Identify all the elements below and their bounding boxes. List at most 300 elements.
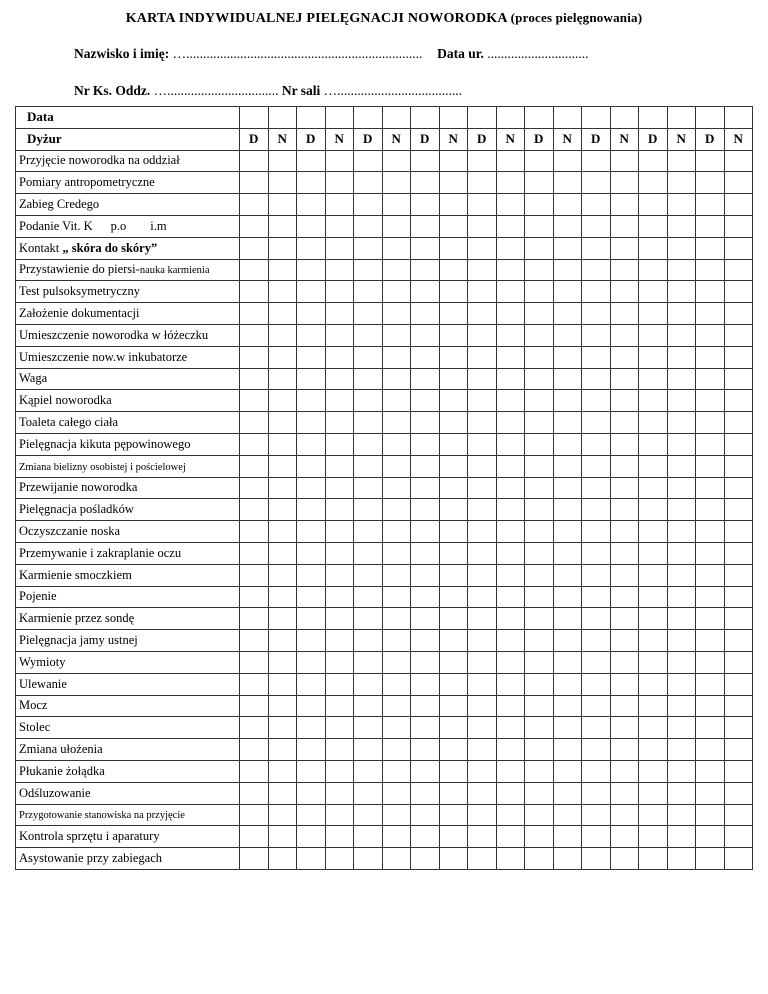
- entry-cell[interactable]: [724, 564, 753, 586]
- date-cell[interactable]: [382, 107, 411, 129]
- entry-cell[interactable]: [610, 281, 639, 303]
- entry-cell[interactable]: [297, 172, 326, 194]
- entry-cell[interactable]: [724, 259, 753, 281]
- entry-cell[interactable]: [610, 303, 639, 325]
- entry-cell[interactable]: [496, 455, 525, 477]
- entry-cell[interactable]: [468, 673, 497, 695]
- entry-cell[interactable]: [496, 172, 525, 194]
- entry-cell[interactable]: [411, 695, 440, 717]
- entry-cell[interactable]: [582, 346, 611, 368]
- entry-cell[interactable]: [354, 346, 383, 368]
- entry-cell[interactable]: [354, 303, 383, 325]
- entry-cell[interactable]: [240, 346, 269, 368]
- entry-cell[interactable]: [496, 150, 525, 172]
- entry-cell[interactable]: [639, 281, 668, 303]
- entry-cell[interactable]: [639, 542, 668, 564]
- entry-cell[interactable]: [582, 390, 611, 412]
- entry-cell[interactable]: [639, 237, 668, 259]
- entry-cell[interactable]: [439, 542, 468, 564]
- entry-cell[interactable]: [496, 564, 525, 586]
- entry-cell[interactable]: [354, 695, 383, 717]
- entry-cell[interactable]: [582, 826, 611, 848]
- entry-cell[interactable]: [268, 215, 297, 237]
- entry-cell[interactable]: [439, 259, 468, 281]
- entry-cell[interactable]: [411, 390, 440, 412]
- entry-cell[interactable]: [696, 760, 725, 782]
- entry-cell[interactable]: [297, 194, 326, 216]
- entry-cell[interactable]: [553, 237, 582, 259]
- entry-cell[interactable]: [582, 717, 611, 739]
- entry-cell[interactable]: [582, 651, 611, 673]
- entry-cell[interactable]: [468, 324, 497, 346]
- entry-cell[interactable]: [496, 259, 525, 281]
- entry-cell[interactable]: [496, 586, 525, 608]
- entry-cell[interactable]: [240, 608, 269, 630]
- entry-cell[interactable]: [525, 826, 554, 848]
- entry-cell[interactable]: [325, 608, 354, 630]
- entry-cell[interactable]: [354, 630, 383, 652]
- entry-cell[interactable]: [525, 782, 554, 804]
- entry-cell[interactable]: [325, 455, 354, 477]
- entry-cell[interactable]: [496, 281, 525, 303]
- entry-cell[interactable]: [268, 673, 297, 695]
- entry-cell[interactable]: [639, 804, 668, 826]
- entry-cell[interactable]: [525, 455, 554, 477]
- entry-cell[interactable]: [411, 150, 440, 172]
- entry-cell[interactable]: [553, 651, 582, 673]
- entry-cell[interactable]: [667, 477, 696, 499]
- entry-cell[interactable]: [696, 673, 725, 695]
- entry-cell[interactable]: [268, 172, 297, 194]
- entry-cell[interactable]: [724, 848, 753, 870]
- entry-cell[interactable]: [724, 150, 753, 172]
- entry-cell[interactable]: [724, 499, 753, 521]
- entry-cell[interactable]: [354, 608, 383, 630]
- entry-cell[interactable]: [582, 782, 611, 804]
- entry-cell[interactable]: [724, 455, 753, 477]
- entry-cell[interactable]: [240, 499, 269, 521]
- entry-cell[interactable]: [553, 215, 582, 237]
- entry-cell[interactable]: [325, 215, 354, 237]
- entry-cell[interactable]: [696, 586, 725, 608]
- entry-cell[interactable]: [667, 150, 696, 172]
- entry-cell[interactable]: [382, 717, 411, 739]
- entry-cell[interactable]: [468, 150, 497, 172]
- entry-cell[interactable]: [468, 259, 497, 281]
- entry-cell[interactable]: [268, 760, 297, 782]
- entry-cell[interactable]: [525, 586, 554, 608]
- entry-cell[interactable]: [439, 499, 468, 521]
- entry-cell[interactable]: [268, 542, 297, 564]
- entry-cell[interactable]: [297, 804, 326, 826]
- entry-cell[interactable]: [696, 324, 725, 346]
- name-field[interactable]: …......................................................................: [172, 46, 423, 61]
- entry-cell[interactable]: [439, 477, 468, 499]
- entry-cell[interactable]: [667, 564, 696, 586]
- entry-cell[interactable]: [297, 826, 326, 848]
- entry-cell[interactable]: [240, 324, 269, 346]
- entry-cell[interactable]: [582, 412, 611, 434]
- entry-cell[interactable]: [297, 848, 326, 870]
- entry-cell[interactable]: [297, 760, 326, 782]
- entry-cell[interactable]: [297, 521, 326, 543]
- entry-cell[interactable]: [382, 651, 411, 673]
- entry-cell[interactable]: [382, 695, 411, 717]
- entry-cell[interactable]: [297, 324, 326, 346]
- entry-cell[interactable]: [639, 172, 668, 194]
- entry-cell[interactable]: [468, 346, 497, 368]
- entry-cell[interactable]: [525, 215, 554, 237]
- entry-cell[interactable]: [382, 477, 411, 499]
- entry-cell[interactable]: [439, 651, 468, 673]
- entry-cell[interactable]: [297, 346, 326, 368]
- entry-cell[interactable]: [639, 499, 668, 521]
- entry-cell[interactable]: [240, 259, 269, 281]
- entry-cell[interactable]: [696, 433, 725, 455]
- entry-cell[interactable]: [325, 782, 354, 804]
- entry-cell[interactable]: [553, 608, 582, 630]
- entry-cell[interactable]: [667, 760, 696, 782]
- entry-cell[interactable]: [582, 760, 611, 782]
- entry-cell[interactable]: [439, 433, 468, 455]
- entry-cell[interactable]: [724, 782, 753, 804]
- entry-cell[interactable]: [382, 521, 411, 543]
- entry-cell[interactable]: [553, 324, 582, 346]
- entry-cell[interactable]: [382, 433, 411, 455]
- entry-cell[interactable]: [354, 433, 383, 455]
- entry-cell[interactable]: [496, 433, 525, 455]
- entry-cell[interactable]: [439, 695, 468, 717]
- entry-cell[interactable]: [667, 433, 696, 455]
- entry-cell[interactable]: [468, 412, 497, 434]
- entry-cell[interactable]: [240, 542, 269, 564]
- entry-cell[interactable]: [553, 390, 582, 412]
- entry-cell[interactable]: [667, 215, 696, 237]
- entry-cell[interactable]: [240, 564, 269, 586]
- entry-cell[interactable]: [610, 433, 639, 455]
- entry-cell[interactable]: [696, 804, 725, 826]
- dob-field[interactable]: ..............................: [487, 46, 589, 61]
- entry-cell[interactable]: [297, 564, 326, 586]
- entry-cell[interactable]: [553, 172, 582, 194]
- entry-cell[interactable]: [553, 586, 582, 608]
- entry-cell[interactable]: [724, 172, 753, 194]
- entry-cell[interactable]: [297, 673, 326, 695]
- entry-cell[interactable]: [724, 651, 753, 673]
- entry-cell[interactable]: [553, 826, 582, 848]
- entry-cell[interactable]: [411, 782, 440, 804]
- entry-cell[interactable]: [667, 651, 696, 673]
- entry-cell[interactable]: [325, 630, 354, 652]
- entry-cell[interactable]: [667, 848, 696, 870]
- entry-cell[interactable]: [724, 281, 753, 303]
- entry-cell[interactable]: [724, 346, 753, 368]
- entry-cell[interactable]: [325, 433, 354, 455]
- entry-cell[interactable]: [411, 521, 440, 543]
- entry-cell[interactable]: [240, 521, 269, 543]
- entry-cell[interactable]: [724, 804, 753, 826]
- entry-cell[interactable]: [411, 586, 440, 608]
- entry-cell[interactable]: [325, 281, 354, 303]
- entry-cell[interactable]: [240, 172, 269, 194]
- entry-cell[interactable]: [240, 586, 269, 608]
- entry-cell[interactable]: [667, 499, 696, 521]
- entry-cell[interactable]: [639, 782, 668, 804]
- entry-cell[interactable]: [610, 804, 639, 826]
- entry-cell[interactable]: [553, 782, 582, 804]
- entry-cell[interactable]: [468, 237, 497, 259]
- entry-cell[interactable]: [582, 172, 611, 194]
- entry-cell[interactable]: [496, 608, 525, 630]
- entry-cell[interactable]: [325, 368, 354, 390]
- entry-cell[interactable]: [325, 259, 354, 281]
- entry-cell[interactable]: [496, 760, 525, 782]
- entry-cell[interactable]: [696, 303, 725, 325]
- entry-cell[interactable]: [553, 259, 582, 281]
- entry-cell[interactable]: [439, 717, 468, 739]
- entry-cell[interactable]: [297, 412, 326, 434]
- entry-cell[interactable]: [382, 564, 411, 586]
- entry-cell[interactable]: [297, 630, 326, 652]
- entry-cell[interactable]: [639, 586, 668, 608]
- entry-cell[interactable]: [525, 390, 554, 412]
- entry-cell[interactable]: [297, 303, 326, 325]
- entry-cell[interactable]: [639, 259, 668, 281]
- entry-cell[interactable]: [439, 630, 468, 652]
- entry-cell[interactable]: [525, 739, 554, 761]
- entry-cell[interactable]: [724, 324, 753, 346]
- entry-cell[interactable]: [553, 848, 582, 870]
- entry-cell[interactable]: [325, 651, 354, 673]
- entry-cell[interactable]: [325, 542, 354, 564]
- entry-cell[interactable]: [667, 172, 696, 194]
- entry-cell[interactable]: [525, 521, 554, 543]
- entry-cell[interactable]: [354, 477, 383, 499]
- entry-cell[interactable]: [297, 499, 326, 521]
- entry-cell[interactable]: [468, 172, 497, 194]
- entry-cell[interactable]: [610, 608, 639, 630]
- entry-cell[interactable]: [696, 259, 725, 281]
- entry-cell[interactable]: [354, 673, 383, 695]
- date-cell[interactable]: [496, 107, 525, 129]
- entry-cell[interactable]: [582, 433, 611, 455]
- entry-cell[interactable]: [667, 303, 696, 325]
- entry-cell[interactable]: [325, 521, 354, 543]
- entry-cell[interactable]: [639, 303, 668, 325]
- entry-cell[interactable]: [667, 521, 696, 543]
- entry-cell[interactable]: [496, 826, 525, 848]
- entry-cell[interactable]: [468, 194, 497, 216]
- entry-cell[interactable]: [553, 542, 582, 564]
- entry-cell[interactable]: [639, 564, 668, 586]
- entry-cell[interactable]: [268, 848, 297, 870]
- entry-cell[interactable]: [639, 390, 668, 412]
- entry-cell[interactable]: [525, 172, 554, 194]
- entry-cell[interactable]: [496, 368, 525, 390]
- entry-cell[interactable]: [667, 717, 696, 739]
- entry-cell[interactable]: [411, 651, 440, 673]
- date-cell[interactable]: [724, 107, 753, 129]
- entry-cell[interactable]: [553, 760, 582, 782]
- entry-cell[interactable]: [525, 346, 554, 368]
- entry-cell[interactable]: [240, 739, 269, 761]
- entry-cell[interactable]: [496, 324, 525, 346]
- entry-cell[interactable]: [411, 477, 440, 499]
- entry-cell[interactable]: [268, 303, 297, 325]
- entry-cell[interactable]: [553, 521, 582, 543]
- entry-cell[interactable]: [354, 390, 383, 412]
- entry-cell[interactable]: [582, 215, 611, 237]
- entry-cell[interactable]: [667, 695, 696, 717]
- entry-cell[interactable]: [354, 237, 383, 259]
- entry-cell[interactable]: [240, 150, 269, 172]
- entry-cell[interactable]: [439, 521, 468, 543]
- entry-cell[interactable]: [468, 630, 497, 652]
- entry-cell[interactable]: [696, 499, 725, 521]
- entry-cell[interactable]: [268, 237, 297, 259]
- entry-cell[interactable]: [667, 630, 696, 652]
- entry-cell[interactable]: [582, 564, 611, 586]
- entry-cell[interactable]: [724, 760, 753, 782]
- entry-cell[interactable]: [468, 477, 497, 499]
- entry-cell[interactable]: [553, 695, 582, 717]
- entry-cell[interactable]: [496, 412, 525, 434]
- entry-cell[interactable]: [240, 433, 269, 455]
- entry-cell[interactable]: [382, 303, 411, 325]
- entry-cell[interactable]: [439, 608, 468, 630]
- entry-cell[interactable]: [553, 455, 582, 477]
- entry-cell[interactable]: [582, 194, 611, 216]
- entry-cell[interactable]: [411, 542, 440, 564]
- entry-cell[interactable]: [639, 826, 668, 848]
- entry-cell[interactable]: [496, 739, 525, 761]
- entry-cell[interactable]: [724, 695, 753, 717]
- entry-cell[interactable]: [297, 237, 326, 259]
- entry-cell[interactable]: [382, 804, 411, 826]
- entry-cell[interactable]: [553, 804, 582, 826]
- date-cell[interactable]: [667, 107, 696, 129]
- entry-cell[interactable]: [354, 194, 383, 216]
- entry-cell[interactable]: [582, 259, 611, 281]
- entry-cell[interactable]: [610, 346, 639, 368]
- entry-cell[interactable]: [610, 499, 639, 521]
- entry-cell[interactable]: [525, 150, 554, 172]
- entry-cell[interactable]: [724, 630, 753, 652]
- entry-cell[interactable]: [525, 630, 554, 652]
- entry-cell[interactable]: [496, 346, 525, 368]
- entry-cell[interactable]: [496, 695, 525, 717]
- entry-cell[interactable]: [411, 760, 440, 782]
- entry-cell[interactable]: [325, 412, 354, 434]
- entry-cell[interactable]: [696, 717, 725, 739]
- entry-cell[interactable]: [268, 826, 297, 848]
- entry-cell[interactable]: [268, 564, 297, 586]
- entry-cell[interactable]: [240, 673, 269, 695]
- entry-cell[interactable]: [724, 215, 753, 237]
- entry-cell[interactable]: [610, 215, 639, 237]
- entry-cell[interactable]: [268, 521, 297, 543]
- entry-cell[interactable]: [610, 651, 639, 673]
- entry-cell[interactable]: [667, 194, 696, 216]
- entry-cell[interactable]: [468, 608, 497, 630]
- entry-cell[interactable]: [610, 477, 639, 499]
- entry-cell[interactable]: [553, 194, 582, 216]
- entry-cell[interactable]: [496, 782, 525, 804]
- entry-cell[interactable]: [696, 368, 725, 390]
- entry-cell[interactable]: [525, 564, 554, 586]
- entry-cell[interactable]: [468, 782, 497, 804]
- entry-cell[interactable]: [325, 324, 354, 346]
- date-cell[interactable]: [639, 107, 668, 129]
- entry-cell[interactable]: [240, 368, 269, 390]
- entry-cell[interactable]: [525, 673, 554, 695]
- entry-cell[interactable]: [553, 303, 582, 325]
- entry-cell[interactable]: [610, 368, 639, 390]
- entry-cell[interactable]: [411, 368, 440, 390]
- entry-cell[interactable]: [468, 586, 497, 608]
- entry-cell[interactable]: [582, 586, 611, 608]
- entry-cell[interactable]: [667, 390, 696, 412]
- entry-cell[interactable]: [553, 150, 582, 172]
- entry-cell[interactable]: [411, 848, 440, 870]
- entry-cell[interactable]: [240, 215, 269, 237]
- entry-cell[interactable]: [639, 673, 668, 695]
- entry-cell[interactable]: [639, 521, 668, 543]
- entry-cell[interactable]: [610, 673, 639, 695]
- entry-cell[interactable]: [297, 433, 326, 455]
- entry-cell[interactable]: [610, 695, 639, 717]
- entry-cell[interactable]: [382, 455, 411, 477]
- entry-cell[interactable]: [610, 194, 639, 216]
- entry-cell[interactable]: [610, 630, 639, 652]
- entry-cell[interactable]: [268, 586, 297, 608]
- entry-cell[interactable]: [411, 499, 440, 521]
- entry-cell[interactable]: [382, 412, 411, 434]
- entry-cell[interactable]: [325, 739, 354, 761]
- entry-cell[interactable]: [610, 739, 639, 761]
- entry-cell[interactable]: [411, 564, 440, 586]
- entry-cell[interactable]: [382, 368, 411, 390]
- entry-cell[interactable]: [297, 782, 326, 804]
- entry-cell[interactable]: [354, 848, 383, 870]
- entry-cell[interactable]: [639, 346, 668, 368]
- entry-cell[interactable]: [724, 477, 753, 499]
- entry-cell[interactable]: [354, 172, 383, 194]
- entry-cell[interactable]: [553, 281, 582, 303]
- entry-cell[interactable]: [696, 477, 725, 499]
- entry-cell[interactable]: [382, 673, 411, 695]
- entry-cell[interactable]: [411, 826, 440, 848]
- entry-cell[interactable]: [582, 499, 611, 521]
- entry-cell[interactable]: [667, 804, 696, 826]
- entry-cell[interactable]: [610, 760, 639, 782]
- entry-cell[interactable]: [724, 237, 753, 259]
- entry-cell[interactable]: [411, 215, 440, 237]
- entry-cell[interactable]: [639, 739, 668, 761]
- entry-cell[interactable]: [354, 215, 383, 237]
- entry-cell[interactable]: [610, 390, 639, 412]
- entry-cell[interactable]: [468, 433, 497, 455]
- entry-cell[interactable]: [268, 651, 297, 673]
- entry-cell[interactable]: [240, 303, 269, 325]
- entry-cell[interactable]: [240, 717, 269, 739]
- entry-cell[interactable]: [696, 782, 725, 804]
- entry-cell[interactable]: [382, 346, 411, 368]
- entry-cell[interactable]: [439, 455, 468, 477]
- entry-cell[interactable]: [240, 782, 269, 804]
- entry-cell[interactable]: [724, 368, 753, 390]
- entry-cell[interactable]: [411, 739, 440, 761]
